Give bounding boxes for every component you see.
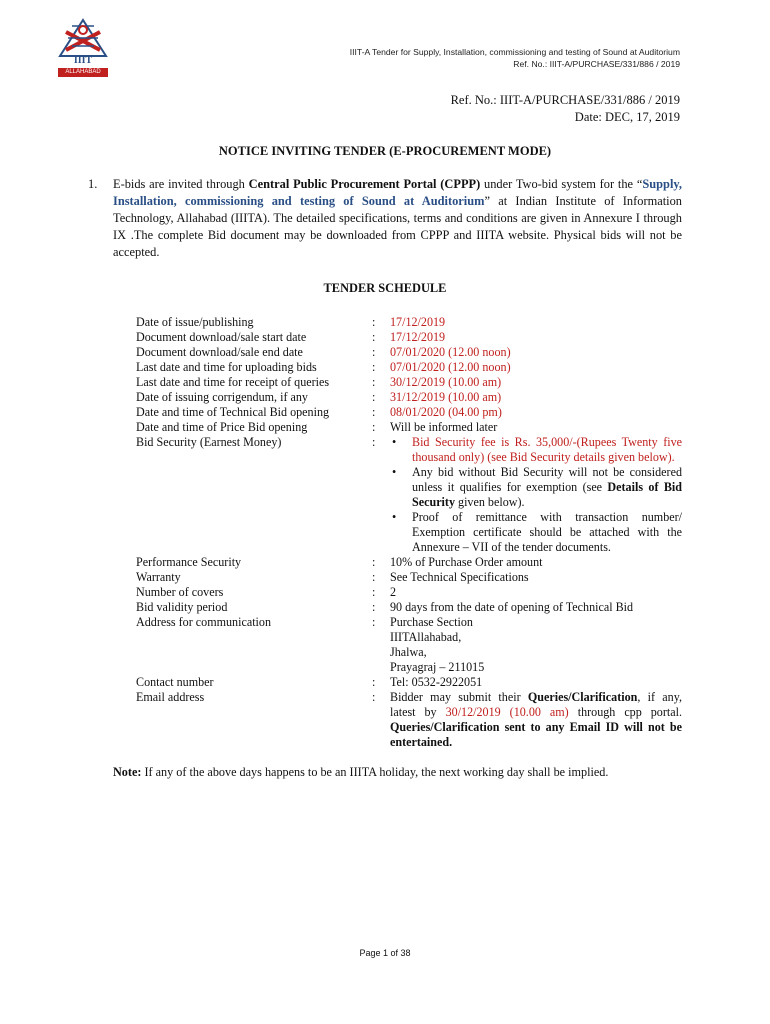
colon: : <box>372 405 376 419</box>
bid-security-details <box>390 435 682 555</box>
colon: : <box>372 375 376 389</box>
schedule-label: Document download/sale start date <box>136 330 307 344</box>
schedule-value: 17/12/2019 <box>390 315 446 329</box>
running-header-ref: Ref. No.: IIIT-A/PURCHASE/331/886 / 2019 <box>513 59 680 69</box>
colon: : <box>372 360 376 374</box>
schedule-label: Address for communication <box>136 615 272 629</box>
schedule-label: Warranty <box>136 570 181 584</box>
schedule-label: Last date and time for receipt of queries <box>136 375 330 389</box>
institute-logo <box>52 16 114 80</box>
paragraph-number: 1. <box>88 177 98 191</box>
schedule-row <box>136 675 682 690</box>
schedule-row <box>136 600 682 615</box>
schedule-row <box>136 585 682 600</box>
colon: : <box>372 435 376 449</box>
running-header-title: IIIT-A Tender for Supply, Installation, commissioning and testing of Sound at Auditorium <box>349 47 680 57</box>
schedule-row <box>136 330 682 345</box>
schedule-row-email <box>136 690 682 750</box>
schedule-value: See Technical Specifications <box>390 570 529 584</box>
list-item: • Proof of remittance with transaction number/ Exemption certificate should be attached with the Annexure – VII of the tender documents. <box>390 510 682 555</box>
text-segment: Bidder may submit their <box>390 690 528 704</box>
schedule-row <box>136 555 682 570</box>
note-label: Note: <box>113 765 142 779</box>
text-segment: , if any, latest by <box>390 690 682 719</box>
schedule-row <box>136 345 682 360</box>
text-segment: E-bids are invited through <box>113 177 249 191</box>
schedule-row <box>136 315 682 330</box>
reference-block <box>451 92 680 126</box>
paragraph-body <box>113 176 682 261</box>
email-details <box>390 690 682 750</box>
schedule-value: Will be informed later <box>390 420 498 434</box>
schedule-label: Bid Security (Earnest Money) <box>136 435 282 449</box>
schedule-label: Performance Security <box>136 555 242 569</box>
schedule-row-address <box>136 615 682 675</box>
colon: : <box>372 345 376 359</box>
colon: : <box>372 420 376 434</box>
bold-segment: Queries/Clarification sent to any Email ID will not be entertained. <box>390 720 682 749</box>
colon: : <box>372 570 376 584</box>
schedule-label: Date of issuing corrigendum, if any <box>136 390 308 404</box>
schedule-row <box>136 375 682 390</box>
schedule-row <box>136 570 682 585</box>
colon: : <box>372 615 376 629</box>
text-segment: given below). <box>455 495 525 509</box>
colon: : <box>372 315 376 329</box>
text-segment: Any bid without Bid Security will not be considered unless it qualifies for exemption (see <box>412 465 682 494</box>
schedule-label: Contact number <box>136 675 214 689</box>
schedule-value: 17/12/2019 <box>390 330 446 344</box>
list-item: • Bid Security fee is Rs. 35,000/-(Rupees Twenty five thousand only) (see Bid Security details given below). <box>390 435 682 465</box>
schedule-label: Date and time of Technical Bid opening <box>136 405 330 419</box>
note-text: If any of the above days happens to be an IIITA holiday, the next working day shall be implied. <box>141 765 609 779</box>
schedule-value: 90 days from the date of opening of Technical Bid <box>390 600 634 614</box>
schedule-label: Email address <box>136 690 205 704</box>
address-lines <box>390 615 682 675</box>
bold-segment: Details of Bid Security <box>412 480 682 509</box>
schedule-row <box>136 390 682 405</box>
tender-schedule <box>136 315 682 750</box>
schedule-value: 07/01/2020 (12.00 noon) <box>390 345 511 359</box>
schedule-row <box>136 405 682 420</box>
schedule-label: Date and time of Price Bid opening <box>136 420 308 434</box>
colon: : <box>372 690 376 704</box>
logo-subtext: ALLAHABAD <box>65 69 101 75</box>
schedule-value: Tel: 0532-2922051 <box>390 675 483 689</box>
page-title: NOTICE INVITING TENDER (E-PROCUREMENT MODE) <box>218 144 552 158</box>
schedule-label: Number of covers <box>136 585 224 599</box>
list-item <box>390 465 682 510</box>
intro-paragraph <box>88 176 682 261</box>
tender-subject: Supply, Installation, commissioning and testing of Sound at Auditorium <box>113 177 682 208</box>
address-line: Jhalwa, <box>390 645 427 659</box>
query-deadline: 30/12/2019 (10.00 am) <box>445 705 569 719</box>
running-header <box>350 46 680 70</box>
cppp-bold: Central Public Procurement Portal (CPPP) <box>248 177 481 191</box>
address-line: Prayagraj – 211015 <box>390 660 485 674</box>
reference-date: Date: DEC, 17, 2019 <box>574 110 680 124</box>
schedule-value: 10% of Purchase Order amount <box>390 555 543 569</box>
colon: : <box>372 600 376 614</box>
colon: : <box>372 555 376 569</box>
schedule-label: Last date and time for uploading bids <box>136 360 317 374</box>
logo-text: IIIT <box>73 55 93 66</box>
schedule-row-bid-security <box>136 435 682 555</box>
schedule-value: 07/01/2020 (12.00 noon) <box>390 360 511 374</box>
text-segment: ” at Indian Institute of Information Technology, Allahabad (IIITA). The detailed specifications, terms and conditions are given in Annexure I through IX .The complete Bid document may be downloaded from CPPP and IIITA website. Physical bids will not be accepted. <box>113 194 682 259</box>
colon: : <box>372 675 376 689</box>
colon: : <box>372 585 376 599</box>
schedule-label: Document download/sale end date <box>136 345 303 359</box>
text-segment: under Two-bid system for the “ <box>480 177 643 191</box>
schedule-label: Bid validity period <box>136 600 228 614</box>
colon: : <box>372 330 376 344</box>
colon: : <box>372 390 376 404</box>
schedule-value: 2 <box>390 585 397 599</box>
page-number: Page 1 of 38 <box>359 948 411 958</box>
schedule-row <box>136 420 682 435</box>
reference-number: Ref. No.: IIIT-A/PURCHASE/331/886 / 2019 <box>450 93 680 107</box>
address-line: IIITAllahabad, <box>390 630 462 644</box>
schedule-title: TENDER SCHEDULE <box>323 281 447 295</box>
schedule-value: 30/12/2019 (10.00 am) <box>390 375 502 389</box>
schedule-value: 31/12/2019 (10.00 am) <box>390 390 502 404</box>
schedule-row <box>136 360 682 375</box>
text-segment: through cpp portal. <box>568 705 682 719</box>
schedule-value: 08/01/2020 (04.00 pm) <box>390 405 502 419</box>
bold-segment: Queries/Clarification <box>527 690 638 704</box>
bid-security-list <box>390 435 682 555</box>
schedule-label: Date of issue/publishing <box>136 315 254 329</box>
address-line: Purchase Section <box>390 615 473 629</box>
holiday-note <box>113 765 608 780</box>
